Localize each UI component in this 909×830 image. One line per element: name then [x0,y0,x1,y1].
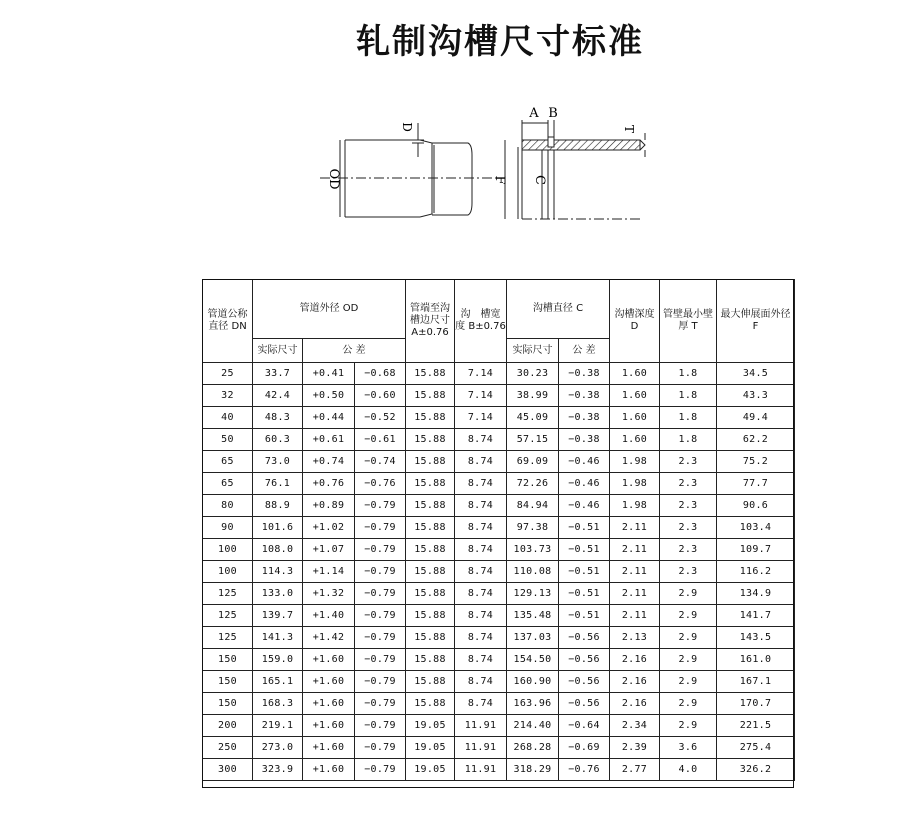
cell-od-actual: 114.3 [253,561,303,583]
cell-c-tol: −0.46 [559,495,610,517]
cell-c-actual: 214.40 [507,715,559,737]
cell-a: 19.05 [406,737,455,759]
cell-d: 2.11 [610,517,660,539]
header-a: 管端至沟槽边尺寸 A±0.76 [406,280,455,363]
cell-f: 103.4 [717,517,795,539]
cell-c-tol: −0.51 [559,561,610,583]
cell-t: 2.3 [660,561,717,583]
table-row [203,473,795,495]
cell-a: 15.88 [406,451,455,473]
header-f: 最大伸展面外径 F [717,280,795,363]
cell-f: 90.6 [717,495,795,517]
cell-a: 15.88 [406,429,455,451]
groove-diagram [300,95,660,235]
cell-od-tol-minus: −0.79 [355,759,406,781]
cell-od-actual: 219.1 [253,715,303,737]
cell-d: 1.98 [610,451,660,473]
cell-c-tol: −0.56 [559,671,610,693]
cell-od-tol-plus: +0.41 [303,363,355,385]
cell-od-tol-minus: −0.79 [355,671,406,693]
cell-od-tol-plus: +1.60 [303,715,355,737]
cell-t: 2.3 [660,451,717,473]
cell-b: 8.74 [455,539,507,561]
cell-d: 2.34 [610,715,660,737]
cell-c-actual: 137.03 [507,627,559,649]
cell-od-tol-plus: +0.50 [303,385,355,407]
cell-b: 7.14 [455,363,507,385]
table-row [203,539,795,561]
cell-c-tol: −0.38 [559,363,610,385]
table-row [203,583,795,605]
cell-t: 2.9 [660,715,717,737]
diagram-label-c: C [532,175,547,185]
cell-c-actual: 163.96 [507,693,559,715]
cell-d: 1.60 [610,429,660,451]
pipe-side-view [320,123,500,217]
cell-t: 2.3 [660,517,717,539]
cell-c-actual: 84.94 [507,495,559,517]
cell-dn: 65 [203,473,253,495]
page-title: 轧制沟槽尺寸标准 [356,22,644,62]
cell-c-tol: −0.56 [559,693,610,715]
cell-t: 2.9 [660,583,717,605]
cell-f: 161.0 [717,649,795,671]
cell-dn: 250 [203,737,253,759]
cell-od-tol-plus: +1.32 [303,583,355,605]
cell-od-actual: 168.3 [253,693,303,715]
cell-c-actual: 97.38 [507,517,559,539]
table-row [203,363,795,385]
cell-a: 15.88 [406,627,455,649]
cell-d: 2.11 [610,583,660,605]
cell-c-actual: 110.08 [507,561,559,583]
groove-spec-table [202,279,795,781]
cell-dn: 125 [203,627,253,649]
cell-c-tol: −0.51 [559,517,610,539]
cell-od-tol-plus: +0.89 [303,495,355,517]
cell-od-actual: 273.0 [253,737,303,759]
cell-c-actual: 38.99 [507,385,559,407]
cell-f: 134.9 [717,583,795,605]
cell-t: 2.3 [660,539,717,561]
cell-od-tol-plus: +1.60 [303,759,355,781]
groove-section-view [505,120,645,219]
cell-c-tol: −0.38 [559,407,610,429]
diagram-label-b: B [548,106,558,121]
cell-t: 1.8 [660,429,717,451]
cell-c-actual: 72.26 [507,473,559,495]
cell-t: 2.3 [660,473,717,495]
table-row [203,671,795,693]
cell-dn: 32 [203,385,253,407]
cell-c-tol: −0.51 [559,539,610,561]
cell-b: 7.14 [455,407,507,429]
cell-f: 326.2 [717,759,795,781]
cell-c-actual: 45.09 [507,407,559,429]
cell-od-actual: 139.7 [253,605,303,627]
diagram-label-od: OD [326,168,341,190]
cell-dn: 300 [203,759,253,781]
cell-od-tol-plus: +1.60 [303,671,355,693]
cell-a: 15.88 [406,385,455,407]
cell-b: 8.74 [455,451,507,473]
cell-b: 8.74 [455,671,507,693]
cell-a: 15.88 [406,605,455,627]
header-od-tolerance: 公 差 [303,339,406,363]
cell-dn: 90 [203,517,253,539]
cell-a: 19.05 [406,759,455,781]
cell-od-tol-minus: −0.79 [355,627,406,649]
cell-b: 11.91 [455,715,507,737]
cell-t: 1.8 [660,363,717,385]
cell-od-tol-minus: −0.79 [355,715,406,737]
cell-dn: 150 [203,649,253,671]
cell-od-tol-minus: −0.79 [355,605,406,627]
cell-c-tol: −0.38 [559,429,610,451]
cell-od-tol-plus: +1.40 [303,605,355,627]
cell-od-tol-plus: +1.07 [303,539,355,561]
cell-c-tol: −0.46 [559,451,610,473]
table-row [203,737,795,759]
diagram-label-a: A [529,106,539,121]
cell-t: 3.6 [660,737,717,759]
cell-d: 2.16 [610,693,660,715]
cell-f: 43.3 [717,385,795,407]
cell-t: 1.8 [660,385,717,407]
cell-dn: 25 [203,363,253,385]
cell-od-tol-minus: −0.79 [355,517,406,539]
cell-b: 8.74 [455,561,507,583]
cell-d: 2.11 [610,561,660,583]
cell-od-tol-minus: −0.76 [355,473,406,495]
cell-t: 2.9 [660,605,717,627]
cell-t: 2.9 [660,649,717,671]
cell-d: 1.98 [610,495,660,517]
diagram-label-f: F [492,175,507,185]
cell-od-actual: 323.9 [253,759,303,781]
cell-c-tol: −0.46 [559,473,610,495]
cell-b: 8.74 [455,583,507,605]
cell-a: 15.88 [406,473,455,495]
cell-t: 2.9 [660,693,717,715]
cell-t: 2.9 [660,671,717,693]
cell-dn: 50 [203,429,253,451]
cell-od-tol-minus: −0.79 [355,737,406,759]
cell-d: 2.11 [610,605,660,627]
cell-d: 2.16 [610,671,660,693]
cell-c-tol: −0.51 [559,605,610,627]
cell-c-actual: 268.28 [507,737,559,759]
cell-od-tol-minus: −0.68 [355,363,406,385]
cell-a: 15.88 [406,363,455,385]
cell-od-tol-plus: +1.42 [303,627,355,649]
cell-b: 7.14 [455,385,507,407]
cell-od-actual: 76.1 [253,473,303,495]
cell-od-tol-minus: −0.74 [355,451,406,473]
cell-od-tol-minus: −0.52 [355,407,406,429]
cell-dn: 200 [203,715,253,737]
table-row [203,495,795,517]
cell-a: 15.88 [406,649,455,671]
cell-b: 8.74 [455,495,507,517]
cell-b: 8.74 [455,473,507,495]
cell-dn: 125 [203,583,253,605]
cell-od-tol-plus: +1.14 [303,561,355,583]
cell-od-actual: 101.6 [253,517,303,539]
cell-d: 2.13 [610,627,660,649]
cell-od-actual: 133.0 [253,583,303,605]
cell-b: 8.74 [455,517,507,539]
spec-table-body [203,363,795,781]
cell-od-actual: 48.3 [253,407,303,429]
cell-f: 275.4 [717,737,795,759]
cell-f: 167.1 [717,671,795,693]
cell-c-actual: 160.90 [507,671,559,693]
cell-f: 109.7 [717,539,795,561]
cell-od-tol-plus: +0.74 [303,451,355,473]
cell-f: 49.4 [717,407,795,429]
table-row [203,649,795,671]
cell-f: 34.5 [717,363,795,385]
cell-t: 4.0 [660,759,717,781]
cell-od-actual: 108.0 [253,539,303,561]
table-row [203,517,795,539]
cell-od-tol-minus: −0.60 [355,385,406,407]
table-row [203,627,795,649]
cell-c-tol: −0.64 [559,715,610,737]
table-row [203,693,795,715]
cell-od-actual: 60.3 [253,429,303,451]
cell-c-tol: −0.38 [559,385,610,407]
table-row [203,451,795,473]
cell-t: 2.9 [660,627,717,649]
header-t: 管壁最小壁厚 T [660,280,717,363]
cell-d: 2.16 [610,649,660,671]
cell-a: 15.88 [406,517,455,539]
cell-dn: 125 [203,605,253,627]
cell-c-tol: −0.51 [559,583,610,605]
header-c-tolerance: 公 差 [559,339,610,363]
cell-od-tol-minus: −0.79 [355,649,406,671]
diagram-label-t: T [622,124,636,134]
cell-d: 1.60 [610,363,660,385]
cell-f: 170.7 [717,693,795,715]
cell-od-tol-plus: +0.44 [303,407,355,429]
cell-a: 19.05 [406,715,455,737]
header-c: 沟槽直径 C [507,280,610,339]
cell-od-actual: 73.0 [253,451,303,473]
cell-c-tol: −0.76 [559,759,610,781]
cell-od-tol-plus: +1.60 [303,737,355,759]
table-row [203,605,795,627]
cell-a: 15.88 [406,407,455,429]
cell-od-actual: 165.1 [253,671,303,693]
table-row [203,429,795,451]
cell-dn: 150 [203,693,253,715]
cell-c-actual: 154.50 [507,649,559,671]
cell-od-tol-plus: +1.60 [303,649,355,671]
cell-d: 1.60 [610,385,660,407]
cell-a: 15.88 [406,495,455,517]
header-c-actual: 实际尺寸 [507,339,559,363]
cell-od-actual: 42.4 [253,385,303,407]
diagram-label-d: D [400,122,414,132]
cell-f: 62.2 [717,429,795,451]
table-row [203,407,795,429]
cell-b: 8.74 [455,605,507,627]
table-row [203,385,795,407]
cell-d: 1.60 [610,407,660,429]
cell-d: 1.98 [610,473,660,495]
cell-b: 8.74 [455,693,507,715]
cell-dn: 100 [203,539,253,561]
cell-od-actual: 33.7 [253,363,303,385]
cell-d: 2.39 [610,737,660,759]
table-row [203,561,795,583]
cell-t: 2.3 [660,495,717,517]
cell-dn: 80 [203,495,253,517]
header-d: 沟槽深度 D [610,280,660,363]
cell-f: 143.5 [717,627,795,649]
cell-a: 15.88 [406,583,455,605]
cell-od-actual: 141.3 [253,627,303,649]
cell-od-actual: 88.9 [253,495,303,517]
cell-od-tol-minus: −0.79 [355,583,406,605]
cell-od-tol-minus: −0.79 [355,561,406,583]
cell-c-actual: 69.09 [507,451,559,473]
cell-a: 15.88 [406,561,455,583]
cell-c-actual: 103.73 [507,539,559,561]
cell-od-tol-plus: +1.02 [303,517,355,539]
cell-dn: 150 [203,671,253,693]
cell-od-tol-minus: −0.79 [355,495,406,517]
cell-f: 75.2 [717,451,795,473]
header-od-actual: 实际尺寸 [253,339,303,363]
cell-d: 2.77 [610,759,660,781]
cell-b: 8.74 [455,429,507,451]
cell-b: 11.91 [455,759,507,781]
cell-b: 11.91 [455,737,507,759]
cell-f: 116.2 [717,561,795,583]
header-dn: 管道公称直径 DN [203,280,253,363]
table-row [203,759,795,781]
cell-b: 8.74 [455,627,507,649]
cell-b: 8.74 [455,649,507,671]
header-b: 沟 槽宽 度 B±0.76 [455,280,507,363]
cell-a: 15.88 [406,671,455,693]
cell-a: 15.88 [406,539,455,561]
cell-od-tol-plus: +0.76 [303,473,355,495]
cell-dn: 65 [203,451,253,473]
cell-f: 221.5 [717,715,795,737]
cell-c-tol: −0.56 [559,649,610,671]
cell-c-actual: 135.48 [507,605,559,627]
cell-f: 141.7 [717,605,795,627]
table-row [203,715,795,737]
cell-od-tol-minus: −0.79 [355,539,406,561]
cell-c-actual: 30.23 [507,363,559,385]
cell-od-tol-plus: +0.61 [303,429,355,451]
cell-c-actual: 318.29 [507,759,559,781]
cell-dn: 100 [203,561,253,583]
cell-od-tol-plus: +1.60 [303,693,355,715]
cell-od-tol-minus: −0.79 [355,693,406,715]
cell-f: 77.7 [717,473,795,495]
cell-dn: 40 [203,407,253,429]
cell-a: 15.88 [406,693,455,715]
cell-c-actual: 57.15 [507,429,559,451]
cell-d: 2.11 [610,539,660,561]
cell-t: 1.8 [660,407,717,429]
cell-od-tol-minus: −0.61 [355,429,406,451]
header-od: 管道外径 OD [253,280,406,339]
cell-c-tol: −0.69 [559,737,610,759]
cell-od-actual: 159.0 [253,649,303,671]
cell-c-actual: 129.13 [507,583,559,605]
cell-c-tol: −0.56 [559,627,610,649]
